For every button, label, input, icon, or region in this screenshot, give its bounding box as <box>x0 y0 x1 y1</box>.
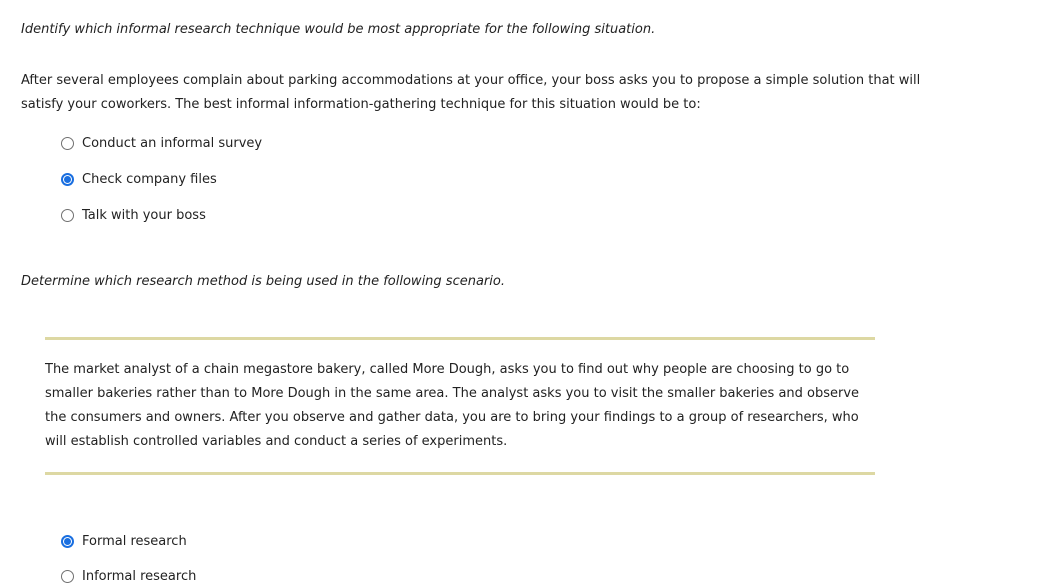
scenario-bottom-divider <box>45 472 875 475</box>
scenario-text: The market analyst of a chain megastore bakery, called More Dough, asks you to find out why people are choosing to go to smaller bakeries rather than to More Dough in the same area. The analyst asks you to visit the smaller bakeries and observe the consumers and owners. After you observe and gather data, you are to bring your findings to a group of researchers, who will establish controlled variables and conduct a series of experiments. <box>45 362 860 449</box>
option-conduct-informal-survey[interactable] <box>61 136 262 151</box>
option-formal-research[interactable] <box>61 534 187 549</box>
radio-button-checked[interactable] <box>61 173 74 186</box>
option-label: Formal research <box>82 534 187 549</box>
option-label: Conduct an informal survey <box>82 136 263 151</box>
option-check-company-files[interactable] <box>61 172 217 187</box>
scenario-top-divider <box>45 337 875 340</box>
option-informal-research[interactable] <box>61 569 196 584</box>
option-label: Check company files <box>82 172 217 187</box>
option-label: Talk with your boss <box>82 208 206 223</box>
question-1-instruction: Identify which informal research technique would be most appropriate for the following situation. <box>21 22 656 37</box>
question-2-instruction: Determine which research method is being used in the following scenario. <box>21 274 505 289</box>
option-label: Informal research <box>82 569 197 584</box>
radio-button-unchecked[interactable] <box>61 137 74 150</box>
question-1-prompt: After several employees complain about parking accommodations at your office, your boss asks you to propose a simple solution that will satisfy your coworkers. The best informal information-gathering technique for this situation would be to: <box>21 73 921 112</box>
radio-button-unchecked[interactable] <box>61 570 74 583</box>
radio-button-unchecked[interactable] <box>61 209 74 222</box>
option-talk-with-boss[interactable] <box>61 208 206 223</box>
radio-button-checked[interactable] <box>61 535 74 548</box>
